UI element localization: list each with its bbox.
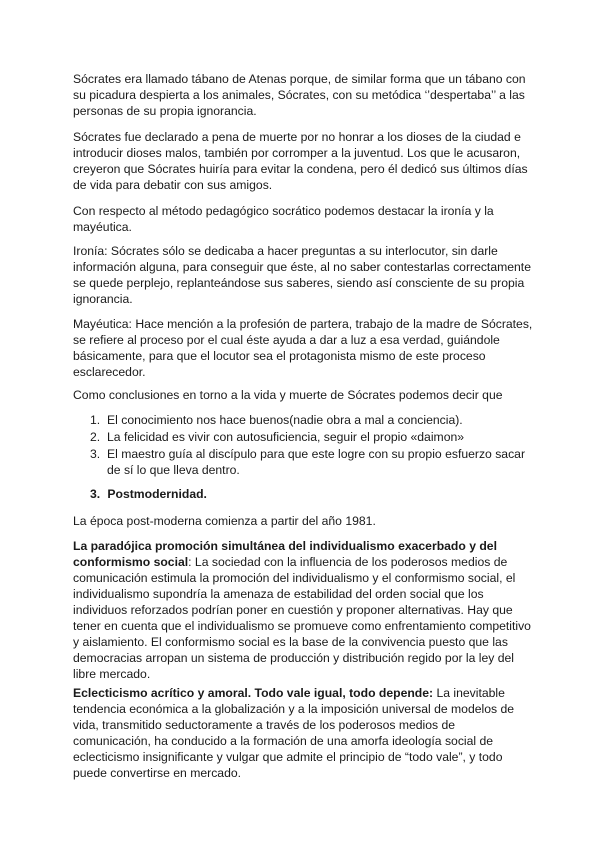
list-item: [73, 412, 533, 428]
list-item-number: 2.: [90, 430, 101, 444]
list-item-text: La felicidad es vivir con autosuficiencia, seguir el propio «daimon»: [107, 430, 465, 444]
paragraph-tabano: Sócrates era llamado tábano de Atenas porque, de similar forma que un tábano con su picadura despierta a los animales, Sócrates, con su metódica ‘’despertaba’’ a las personas de su propia ignorancia.: [73, 72, 526, 118]
paragraph-eclecticismo: [73, 685, 533, 781]
bold-lead-individualismo: La paradójica promoción simultánea del individualismo exacerbado y del conformismo social: [73, 539, 497, 569]
body-individualismo: : La sociedad con la influencia de los poderosos medios de comunicación estimula la promoción del individualismo y el conformismo social, el individualismo supondría la amenaza de estabilidad del orden social que los individuos reforzados podrían poner en cuestión y proponer alternativas. Hay que tener en cuenta que el individualismo se promueve como enfrentamiento competitivo y aislamiento. El conformismo social es la base de la convivencia puesto que las democracias arropan un sistema de producción y distribución regido por la ley del libre mercado.: [73, 555, 531, 681]
body-eclecticismo: La inevitable tendencia económica a la globalización y a la imposición universal de modelos de vida, transmitido seductoramente a través de los poderosos medios de comunicación, ha conducido a la formación de una amorfa ideología social de eclecticismo insignificante y vulgar que admite el principio de “todo vale”, y todo puede convertirse en mercado.: [73, 686, 515, 780]
paragraph-ironia: Ironía: Sócrates sólo se dedicaba a hacer preguntas a su interlocutor, sin darle información alguna, para conseguir que éste, al no saber contestarlas correctamente se quede perplejo, replanteándose sus saberes, siendo así consciente de su propia ignorancia.: [73, 244, 531, 306]
section-title: Postmodernidad.: [107, 487, 207, 501]
paragraph-mayeutica: Mayéutica: Hace mención a la profesión de partera, trabajo de la madre de Sócrates, se refiere al proceso por el cual éste ayuda a dar a luz a esa verdad, guiándole básicamente, para que el locutor sea el protagonista mismo de este proceso esclarecedor.: [73, 317, 533, 379]
list-item-number: 3.: [90, 447, 101, 461]
paragraph-conclusiones: Como conclusiones en torno a la vida y muerte de Sócrates podemos decir que: [73, 388, 503, 402]
section-number: 3.: [90, 487, 101, 501]
list-item: [73, 446, 533, 478]
paragraph-postmodern-intro: La época post-moderna comienza a partir del año 1981.: [73, 514, 376, 528]
paragraph-condena: Sócrates fue declarado a pena de muerte por no honrar a los dioses de la ciudad e introducir dioses malos, también por corromper a la juventud. Los que le acusaron, creyeron que Sócrates huiría para evitar la condena, pero él dedicó sus últimos días de vida para debatir con sus amigos.: [73, 130, 528, 192]
list-item-text: El maestro guía al discípulo para que este logre con su propio esfuerzo sacar de sí lo que lleva dentro.: [107, 447, 525, 477]
list-item: [73, 429, 533, 445]
bold-lead-eclecticismo: Eclecticismo acrítico y amoral. Todo vale igual, todo depende:: [73, 686, 434, 700]
list-item-text: El conocimiento nos hace buenos(nadie obra a mal a conciencia).: [107, 413, 463, 427]
paragraph-individualismo: [73, 538, 533, 682]
paragraph-metodo: Con respecto al método pedagógico socrático podemos destacar la ironía y la mayéutica.: [73, 204, 494, 234]
list-item-number: 1.: [90, 413, 101, 427]
conclusions-list: [73, 412, 533, 479]
section-heading: [90, 486, 207, 502]
